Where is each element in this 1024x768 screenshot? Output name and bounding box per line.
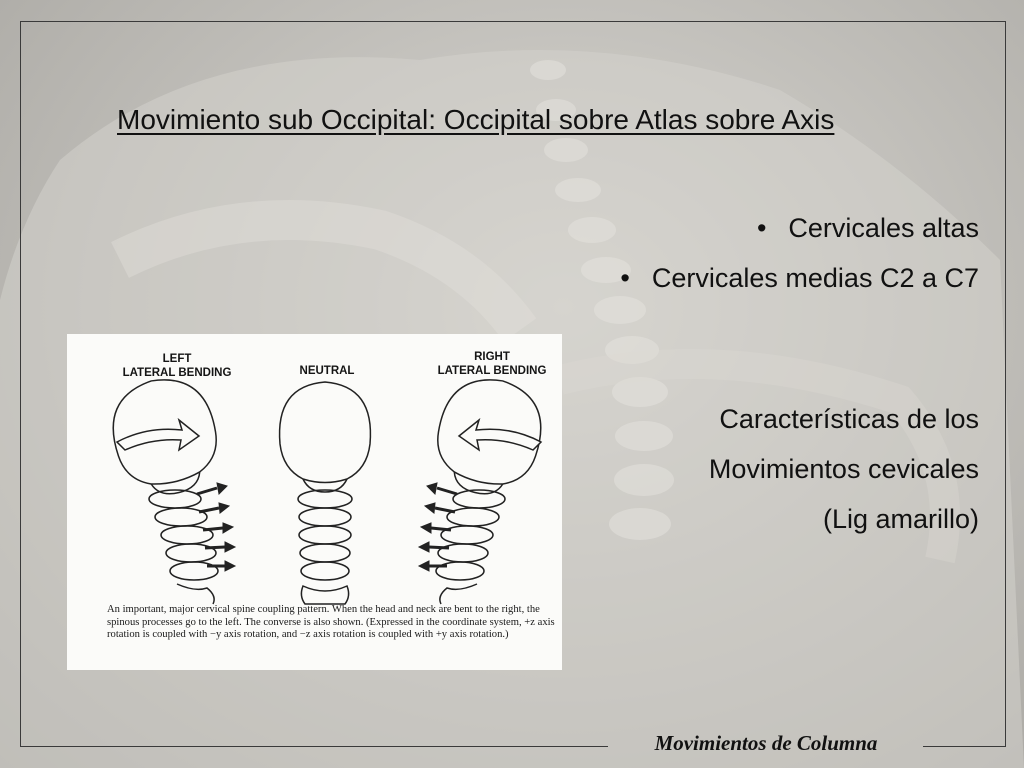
right-coupling-arrows — [419, 483, 457, 571]
slide-title: Movimiento sub Occipital: Occipital sobre Atlas sobre Axis — [117, 104, 835, 135]
characteristics-text — [709, 394, 979, 544]
figure-label-right: RIGHT LATERAL BENDING — [437, 351, 547, 377]
left-coupling-arrows — [197, 483, 235, 571]
frame-bottom-line-left — [20, 746, 608, 747]
characteristics-line: (Lig amarillo) — [822, 504, 979, 534]
left-rotation-arrow — [117, 420, 199, 450]
right-rotation-arrow — [459, 420, 541, 450]
neutral-cervical-vertebrae — [298, 490, 352, 604]
frame-bottom-line-right — [923, 746, 1005, 747]
bullet-list — [620, 203, 979, 303]
slide-footer: Movimientos de Columna — [654, 731, 878, 755]
characteristics-line: Características de los — [719, 404, 979, 434]
figure-label-left: LEFT LATERAL BENDING — [122, 353, 232, 379]
characteristics-line: Movimientos cevicales — [708, 454, 979, 484]
cervical-coupling-figure — [67, 334, 562, 670]
figure-caption: An important, major cervical spine coupling pattern. When the head and neck are bent to the right, the spinous processes go to the left. The converse is also shown. (Expressed in the coordinate system, +z axis rotation is coupled with −y axis rotation, and −z axis rotation is coupled with +y axis rotation.) — [107, 604, 555, 640]
bullet-item: • Cervicales altas — [620, 203, 979, 253]
figure-label-center: NEUTRAL — [299, 365, 355, 377]
bullet-item: • Cervicales medias C2 a C7 — [620, 253, 979, 303]
neutral-skull — [280, 382, 371, 492]
